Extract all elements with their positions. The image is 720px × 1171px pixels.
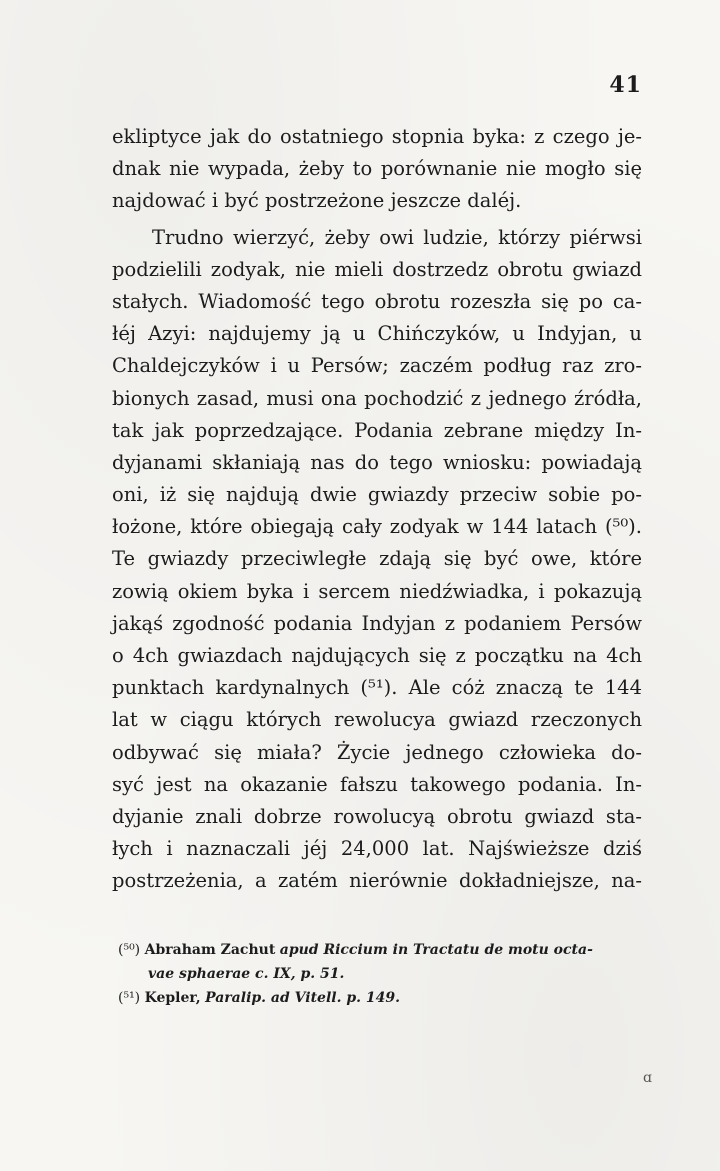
text-line: łéj Azyi: najdujemy ją u Chińczyków, u Indyjan, u [112,322,642,346]
footnote-50-continued [118,962,643,986]
text-line: bionych zasad, musi ona pochodzić z jednego źródła, [112,386,642,410]
body-text [112,121,642,898]
text-line: tak jak poprzedzające. Podania zebrane między In- [112,418,642,442]
footnote-reference: Paralip. ad Vitell. p. 149. [205,990,400,1006]
page-number: 41 [609,72,642,98]
text-line: Chaldejczyków i u Persów; zaczém podług raz zro- [112,354,642,378]
text-line: syć jest na okazanie fałszu takowego podania. In- [112,772,642,796]
text-line: zowią okiem byka i sercem niedźwiadka, i pokazują [112,579,642,603]
text-line: Trudno wierzyć, żeby owi ludzie, którzy piérwsi [152,225,642,249]
text-line: łożone, które obiegają cały zodyak w 144 latach (⁵⁰). [112,515,642,539]
text-line: stałych. Wiadomość tego obrotu rozeszła się po ca- [112,289,642,313]
text-line: dnak nie wypada, żeby to porównanie nie mogło się [112,157,642,181]
footnote-50 [118,938,643,962]
footnote-mark: (⁵⁰) [118,942,141,958]
footnote-reference: apud Riccium in Tractatu de motu octa- [279,942,593,958]
footnote-author: Kepler, [144,990,201,1006]
footnote-mark: (⁵¹) [118,990,141,1006]
text-line: łych i naznaczali jéj 24,000 lat. Najświeższe dziś [112,837,642,861]
text-line: Te gwiazdy przeciwległe zdają się być owe, które [112,547,642,571]
text-line: ekliptyce jak do ostatniego stopnia byka: z czego je- [112,125,642,148]
footnotes [118,938,643,1010]
text-line: dyjanie znali dobrze rowolucyą obrotu gwiazd sta- [112,804,642,828]
text-line: dyjanami skłaniają nas do tego wniosku: powiadają [112,450,642,474]
text-line: lat w ciągu których rewolucya gwiazd rzeczonych [112,708,642,732]
text-line: najdować i być postrzeżone jeszcze daléj. [112,189,522,213]
text-line: punktach kardynalnych (⁵¹). Ale cóż znaczą te 144 [112,676,642,700]
text-line: postrzeżenia, a zatém nierównie dokładniejsze, na- [112,869,642,893]
text-line: o 4ch gwiazdach najdujących się z początku na 4ch [112,644,642,667]
text-line: odbywać się miała? Życie jednego człowieka do- [112,740,642,764]
footnote-reference: vae sphaerae c. IX, p. 51. [148,966,345,982]
text-line: jakąś zgodność podania Indyjan z podaniem Persów [112,611,642,635]
footnote-author: Abraham Zachut [144,942,276,958]
text-line: podzielili zodyak, nie mieli dostrzedz obrotu gwiazd [112,257,642,281]
stray-ink-mark: ɑ [643,1070,652,1086]
footnote-51 [118,986,643,1010]
text-line: oni, iż się najdują dwie gwiazdy przeciw sobie po- [112,483,642,507]
